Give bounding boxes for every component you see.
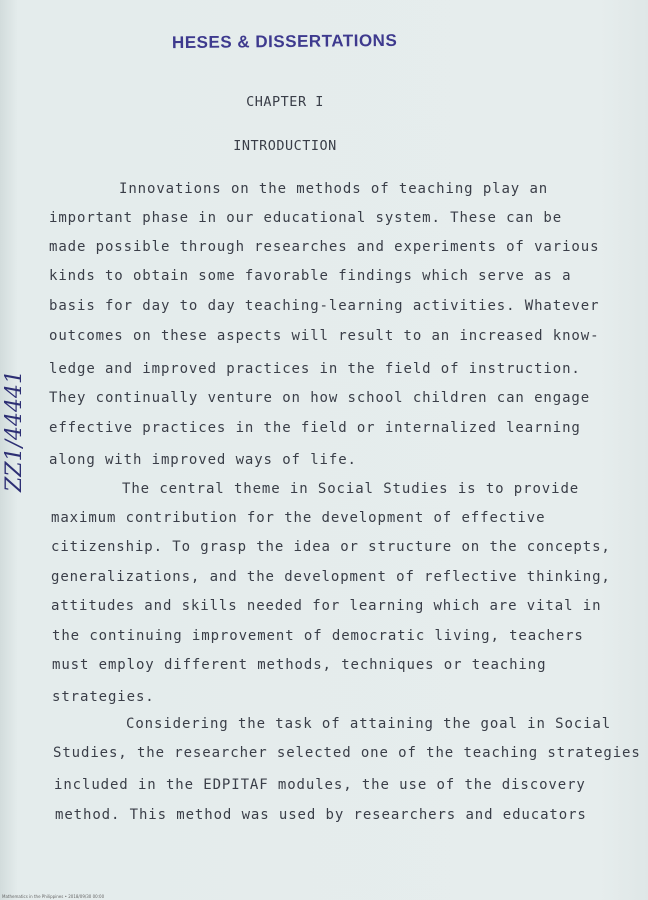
text-line: outcomes on these aspects will result to an increased know- — [49, 328, 600, 344]
scan-footer: Mathematics in the Philippines • 2018/09/30 00:00 — [2, 894, 105, 899]
text-line: Studies, the researcher selected one of the teaching strategies — [53, 745, 641, 761]
text-line: the continuing improvement of democratic living, teachers — [52, 628, 584, 644]
text-line: important phase in our educational system. These can be — [49, 210, 563, 226]
text-line: basis for day to day teaching-learning activities. Whatever — [49, 298, 600, 314]
text-line: attitudes and skills needed for learning which are vital in — [51, 598, 602, 614]
text-line: Considering the task of attaining the goal in Social — [126, 716, 612, 732]
text-line: citizenship. To grasp the idea or structure on the concepts, — [51, 539, 611, 555]
text-line: effective practices in the field or internalized learning — [49, 420, 581, 436]
chapter-title: INTRODUCTION — [233, 138, 337, 154]
text-line: They continually venture on how school children can engage — [49, 390, 591, 406]
text-line: generalizations, and the development of reflective thinking, — [51, 569, 611, 585]
theses-dissertations-stamp: HESES & DISSERTATIONS — [171, 30, 398, 53]
chapter-heading: CHAPTER I — [246, 94, 324, 110]
handwritten-annotation: ZZ1/44441 — [2, 370, 27, 492]
text-line: maximum contribution for the development of effective — [51, 510, 546, 526]
text-line: Innovations on the methods of teaching play an — [119, 181, 549, 197]
text-line: included in the EDPITAF modules, the use of the discovery — [54, 777, 586, 793]
text-line: strategies. — [52, 689, 155, 705]
text-line: method. This method was used by researchers and educators — [55, 807, 587, 823]
text-line: The central theme in Social Studies is to provide — [122, 481, 580, 497]
text-line: kinds to obtain some favorable findings which serve as a — [49, 268, 572, 284]
text-line: along with improved ways of life. — [49, 452, 357, 468]
text-line: ledge and improved practices in the field of instruction. — [49, 361, 581, 377]
text-line: made possible through researches and experiments of various — [49, 239, 600, 255]
text-line: must employ different methods, techniques or teaching — [52, 657, 547, 673]
